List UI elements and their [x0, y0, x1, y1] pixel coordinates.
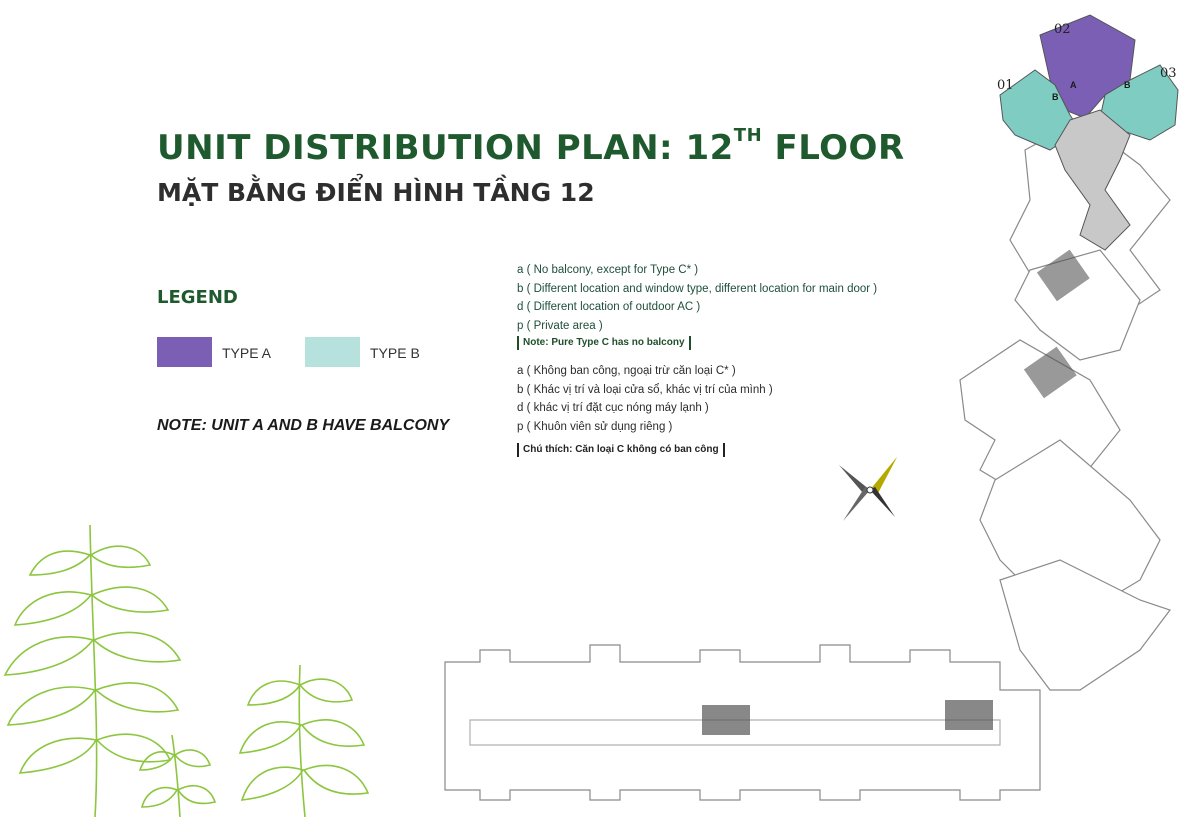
- plan-diagonal-segment-5: [1000, 560, 1170, 690]
- note-box-vietnamese: Chú thích: Căn loại C không có ban công: [517, 443, 725, 457]
- balcony-note: NOTE: UNIT A AND B HAVE BALCONY: [157, 417, 450, 434]
- note-line-a: a ( No balcony, except for Type C* ): [517, 264, 699, 276]
- note-vi-line-d: d ( khác vị trí đặt cục nóng máy lạnh ): [517, 402, 709, 414]
- unit-letter-b-right: B: [1124, 80, 1131, 90]
- floor-plan: [440, 0, 1200, 817]
- unit-number-03: 03: [1160, 66, 1177, 81]
- legend-label-type-b: TYPE B: [370, 345, 420, 361]
- note-vi-line-b: b ( Khác vị trí và loại cửa sổ, khác vị trí của mình ): [517, 383, 773, 396]
- unit-number-02: 02: [1054, 22, 1071, 37]
- legend-label-type-a: TYPE A: [222, 345, 272, 361]
- legend-title: LEGEND: [157, 287, 238, 308]
- note-vi-line-a: a ( Không ban công, ngoại trừ căn loại C* ): [517, 365, 736, 377]
- note-vi-line-p: p ( Khuôn viên sử dụng riêng ): [517, 420, 673, 433]
- note-line-d: d ( Different location of outdoor AC ): [517, 301, 701, 313]
- unit-letter-a: A: [1070, 80, 1077, 90]
- page-title: UNIT DISTRIBUTION PLAN: 12TH FLOOR: [157, 124, 905, 168]
- unit-number-01: 01: [997, 78, 1014, 93]
- legend-swatch-type-a: [157, 337, 212, 367]
- legend-swatch-type-b: [305, 337, 360, 367]
- note-line-p: p ( Private area ): [517, 319, 603, 332]
- unit-letter-b-left: B: [1052, 92, 1059, 102]
- leaf-decoration-icon: [0, 515, 420, 817]
- note-box-english: Note: Pure Type C has no balcony: [517, 336, 691, 350]
- page-subtitle: MẶT BẰNG ĐIỂN HÌNH TẦNG 12: [157, 178, 595, 207]
- note-line-b: b ( Different location and window type, different location for main door ): [517, 282, 878, 295]
